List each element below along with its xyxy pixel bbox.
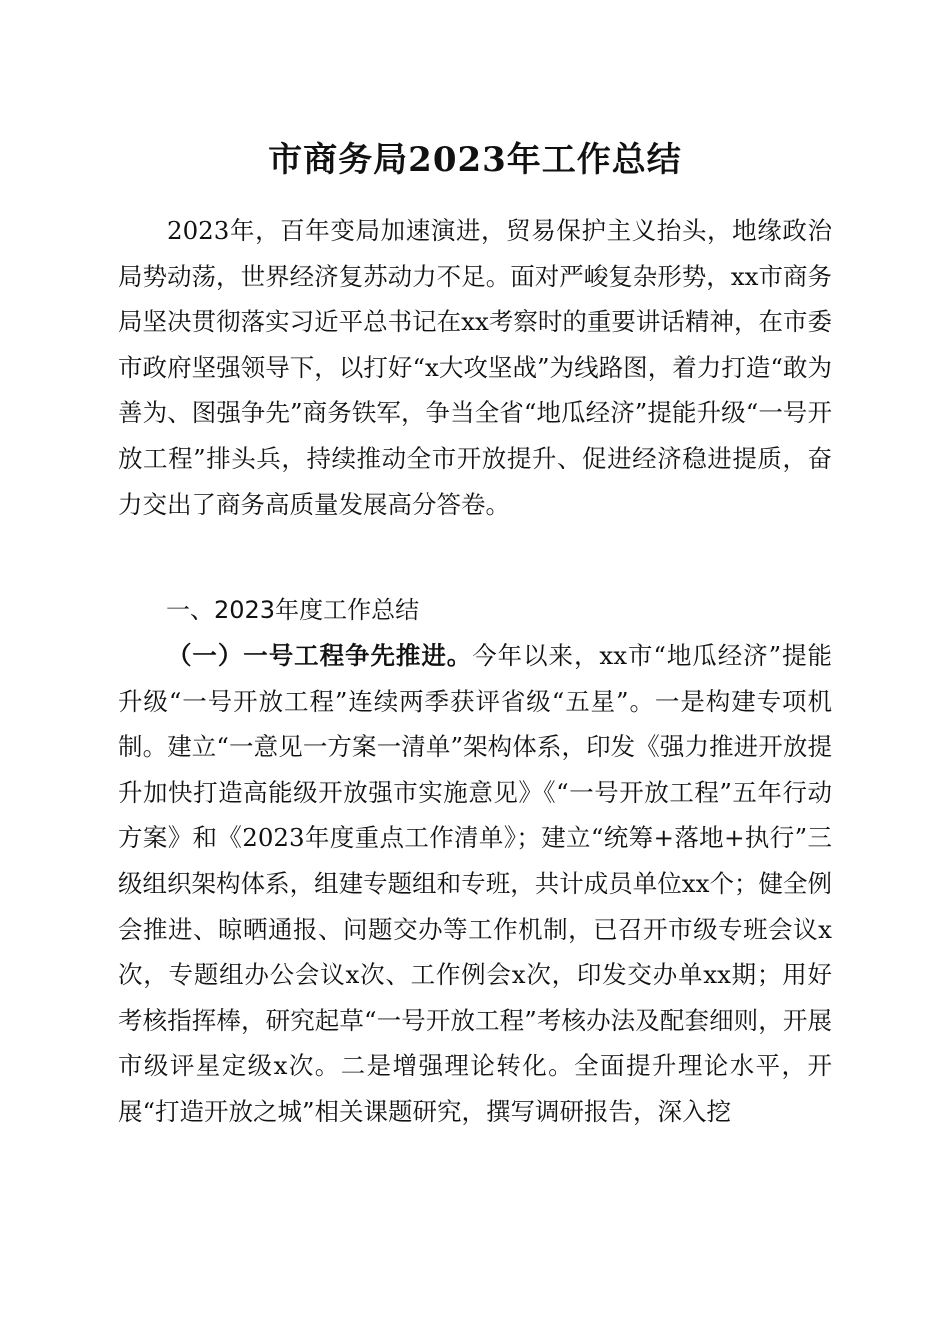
page-title: 市商务局2023年工作总结 [268,140,682,180]
section-1-body: 今年以来，xx市“地瓜经济”提能升级“一号开放工程”连续两季获评省级“五星”。一是构建专项机制。建立“一意见一方案一清单”架构体系，印发《强力推进开放提升加快打造高能级开放强市实施意见》《“一号开放工程”五年行动方案》和《2023年度重点工作清单》；建立“统筹+落地+执行”三级组织架构体系，组建专题组和专班，共计成员单位xx个；健全例会推进、晾晒通报、问题交办等工作机制，已召开市级专班会议x次，专题组办公会议x次、工作例会x次，印发交办单xx期；用好考核指挥棒，研究起草“一号开放工程”考核办法及配套细则，开展市级评星定级x次。二是增强理论转化。全面提升理论水平，开展“打造开放之城”相关课题研究，撰写调研报告，深入挖 [118,641,833,1126]
section-1-lead: （一）一号工程争先推进。 [167,641,473,670]
section-1-paragraph [118,633,832,1135]
section-heading: 一、2023年度工作总结 [166,596,420,624]
intro-paragraph: 2023年，百年变局加速演进，贸易保护主义抬头，地缘政治局势动荡，世界经济复苏动力不足。面对严峻复杂形势，xx市商务局坚决贯彻落实习近平总书记在xx考察时的重要讲话精神，在市委市政府坚强领导下，以打好“x大攻坚战”为线路图，着力打造“敢为善为、图强争先”商务铁军，争当全省“地瓜经济”提能升级“一号开放工程”排头兵，持续推动全市开放提升、促进经济稳进提质，奋力交出了商务高质量发展高分答卷。 [118,216,832,519]
